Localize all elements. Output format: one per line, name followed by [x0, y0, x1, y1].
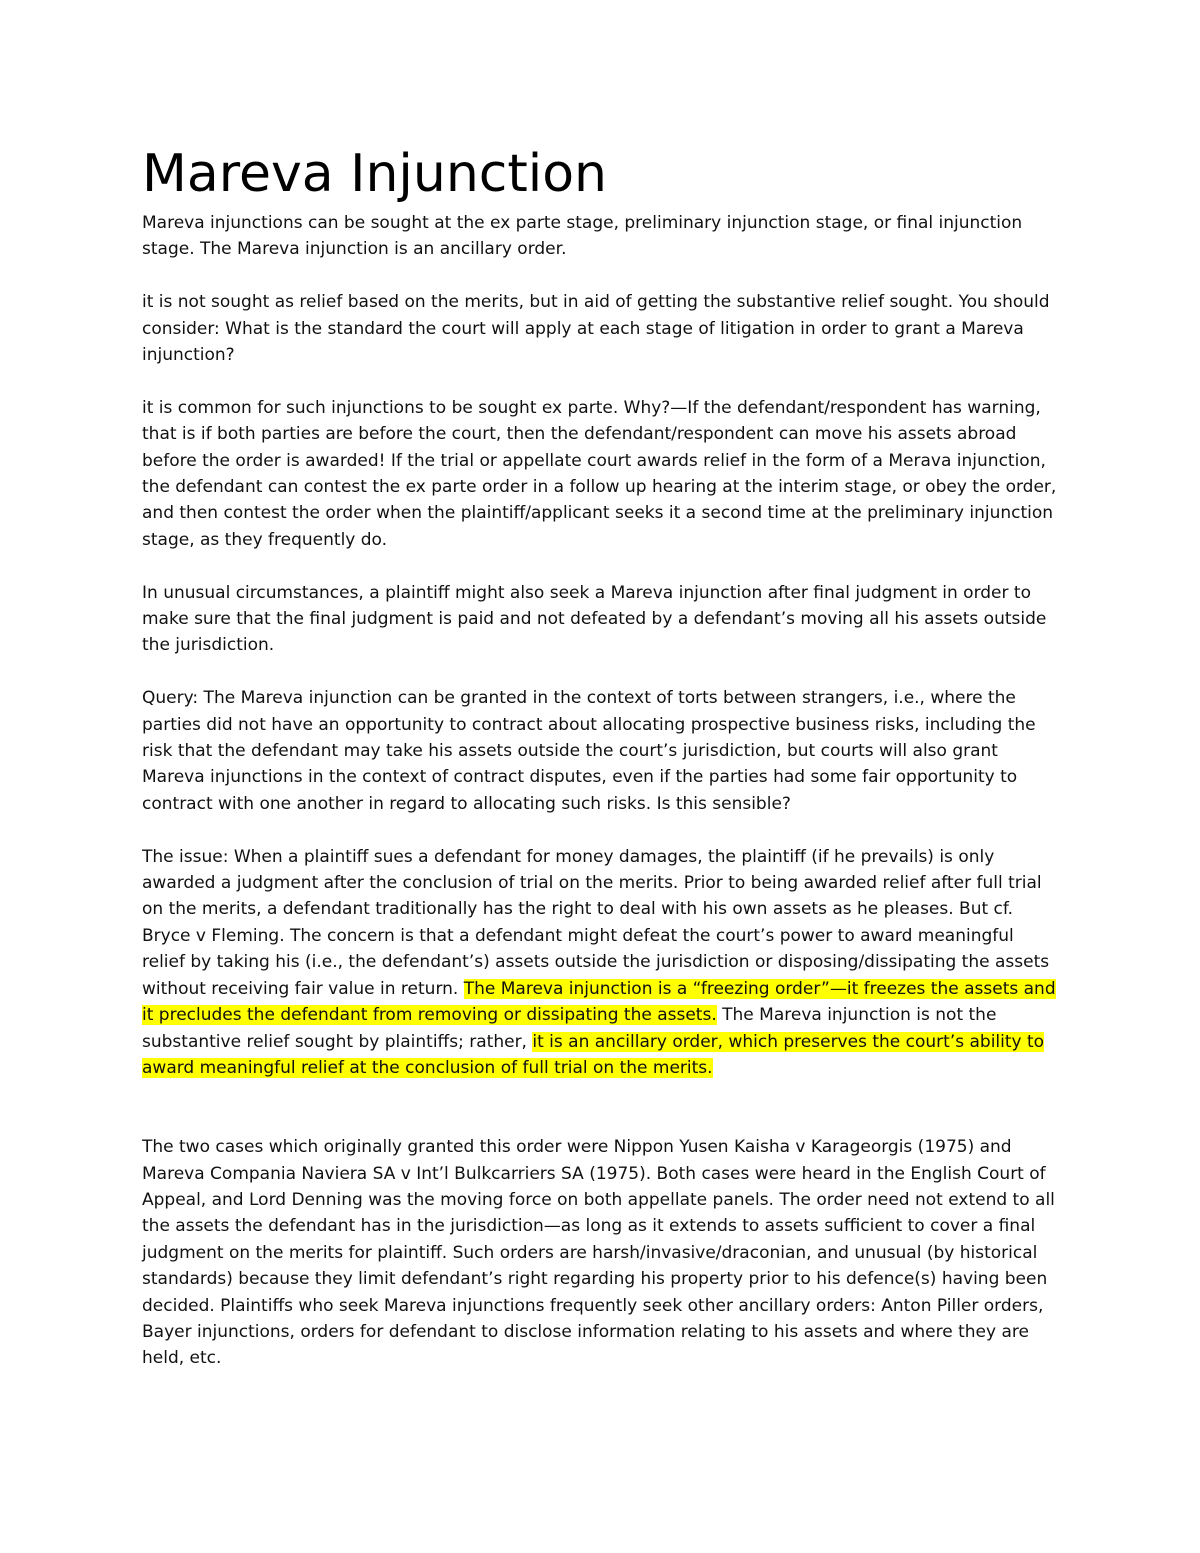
paragraph-origin-cases: The two cases which originally granted this order were Nippon Yusen Kaisha v Karageorgis (1975) and Mareva Compania Naviera SA v Int’l Bulkcarriers SA (1975). Both cases were heard in the English Court of Appeal, and Lord Denning was the moving force on both appellate panels. The order need not extend to all the assets the defendant has in the jurisdiction—as long as it extends to assets sufficient to cover a final judgment on the merits for plaintiff. Such orders are harsh/invasive/draconian, and unusual (by historical standards) because they limit defendant’s right regarding his property prior to his defence(s) having been decided. Plaintiffs who seek Mareva injunctions frequently seek other ancillary orders: Anton Piller orders, Bayer injunctions, orders for defendant to disclose information relating to his assets and where they are held, etc.	[142, 1137, 1055, 1369]
document-body	[142, 138, 1062, 1398]
paragraph-stages: Mareva injunctions can be sought at the ex parte stage, preliminary injunction stage, or final injunction stage. The Mareva injunction is an ancillary order.	[142, 213, 1023, 260]
issue-text-part2: The Mareva injunction is not the substantive relief sought by plaintiffs; rather,	[142, 1005, 997, 1052]
paragraph-ex-parte: it is common for such injunctions to be sought ex parte. Why?—If the defendant/respondent has warning, that is if both parties are before the court, then the defendant/respondent can move his assets abroad before the order is awarded! If the trial or appellate court awards relief in the form of a Merava injunction, the defendant can contest the ex parte order in a follow up hearing at the interim stage, or obey the order, and then contest the order when the plaintiff/applicant seeks it a second time at the preliminary injunction stage, as they frequently do.	[142, 397, 1057, 550]
paragraph-query: Query: The Mareva injunction can be granted in the context of torts between strangers, i.e., where the parties did not have an opportunity to contract about allocating prospective business risks, including the risk that the defendant may take his assets outside the court’s jurisdiction, but courts will also grant Mareva injunctions in the context of contract disputes, even if the parties had some fair opportunity to contract with one another in regard to allocating such risks. Is this sensible?	[142, 688, 1036, 814]
highlight-ancillary-order: it is an ancillary order, which preserves the court’s ability to award meaningful relief at the conclusion of full trial on the merits.	[142, 1031, 1045, 1078]
paragraph-not-on-merits: it is not sought as relief based on the merits, but in aid of getting the substantive relief sought. You should consider: What is the standard the court will apply at each stage of litigation in order to grant a Mareva injunction?	[142, 292, 1050, 366]
paragraph-issue	[142, 844, 1062, 1082]
blank-line	[142, 1108, 1062, 1134]
highlight-freezing-order: The Mareva injunction is a “freezing order”—it freezes the assets and it precludes the defendant from removing or dissipating the assets.	[142, 978, 1056, 1026]
document-title: Mareva Injunction	[142, 144, 607, 204]
paragraph-after-judgment: In unusual circumstances, a plaintiff might also seek a Mareva injunction after final judgment in order to make sure that the final judgment is paid and not defeated by a defendant’s moving all his assets outside the jurisdiction.	[142, 582, 1047, 656]
issue-text-part1: The issue: When a plaintiff sues a defendant for money damages, the plaintiff (if he prevails) is only awarded a judgment after the conclusion of trial on the merits. Prior to being awarded relief after full trial on the merits, a defendant traditionally has the right to deal with his own assets as he pleases. But cf. Bryce v Fleming. The concern is that a defendant might defeat the court’s power to award meaningful relief by taking his (i.e., the defendant’s) assets outside the jurisdiction or disposing/dissipating the assets without receiving fair value in return.	[142, 846, 1050, 999]
